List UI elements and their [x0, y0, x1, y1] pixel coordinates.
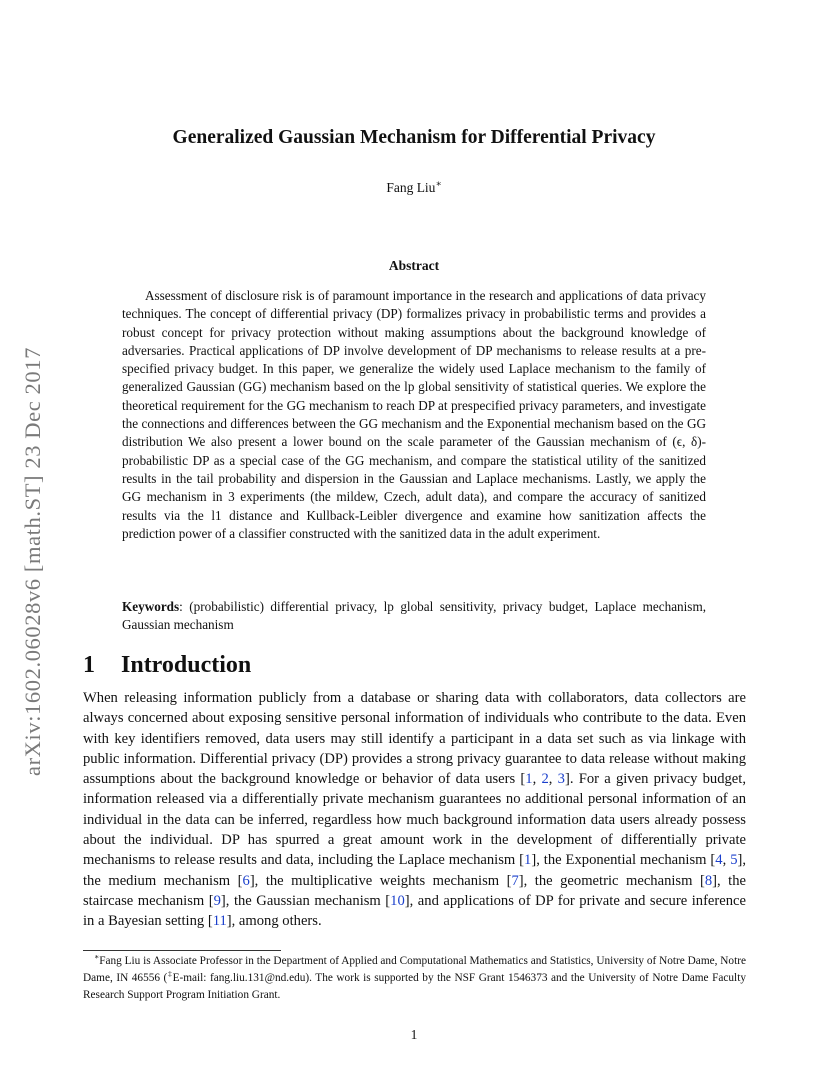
keywords-label: Keywords: [122, 599, 180, 614]
citation-link[interactable]: 3: [557, 771, 565, 788]
paper-title: Generalized Gaussian Mechanism for Differential Privacy: [172, 127, 656, 148]
intro-text: ], the multiplicative weights mechanism [: [249, 872, 512, 889]
intro-text: ], among others.: [226, 913, 322, 930]
citation-link[interactable]: 9: [213, 892, 221, 909]
citation-link[interactable]: 6: [242, 872, 250, 889]
page-number: 1: [410, 1027, 418, 1042]
footnote-text: Fang Liu is Associate Professor in the Department of Applied and Computational Mathematics and Statistics, University of Notre Dame, Notre Dame, IN 46556 (: [83, 955, 746, 984]
introduction-paragraph: [83, 688, 746, 932]
citation-link[interactable]: 2: [541, 771, 549, 788]
intro-text: ]. For a given privacy budget, information released via a differentially private mechanism guarantees no additional personal information of an individual in the data can be inferred, regardless how much background information data users already possess about the individual. DP has spurred a great amount work in the development of differentially private mechanisms to release results and data, including the Laplace mechanism [: [83, 771, 746, 869]
citation-link[interactable]: 10: [390, 892, 405, 909]
citation-link[interactable]: 7: [511, 872, 519, 889]
footnote-mark: ∗: [94, 952, 100, 962]
intro-text: ], the Gaussian mechanism [: [220, 892, 391, 909]
intro-text: ,: [532, 771, 542, 788]
author-line: [0, 180, 828, 196]
footnote-divider: [83, 950, 281, 951]
footnote-dagger: ‡: [167, 969, 173, 979]
intro-text: ], the staircase mechanism [: [83, 872, 746, 909]
citation-link[interactable]: 8: [704, 872, 713, 889]
section-title: Introduction: [121, 652, 252, 678]
citation-link[interactable]: 1: [524, 852, 532, 869]
intro-text: When releasing information publicly from a database or sharing data with collaborators, data collectors are always concerned about exposing sensitive personal information of individuals who contribute to the data. Even with key identifiers removed, data users may still identify a participant in a data set such as via linkage with public information. Differential privacy (DP) provides a strong privacy guarantee to data release without making assumptions about the background knowledge or behavior of data users [: [83, 690, 746, 788]
citation-link[interactable]: 5: [730, 852, 738, 869]
section-heading: [83, 652, 251, 679]
intro-text: ], the Exponential mechanism [: [531, 852, 716, 869]
citation-link[interactable]: 4: [715, 852, 723, 869]
abstract-text: Assessment of disclosure risk is of paramount importance in the research and applications of data privacy techniques. The concept of differential privacy (DP) formalizes privacy in probabilistic terms and provides a robust concept for privacy protection without making assumptions about the background knowledge of adversaries. Practical applications of DP involve development of DP mechanisms to release results at a pre-specified privacy budget. In this paper, we generalize the widely used Laplace mechanism to the family of generalized Gaussian (GG) mechanism based on the lp global sensitivity of statistical queries. We explore the theoretical requirement for the GG mechanism to reach DP at prespecified privacy parameters, and investigate the connections and differences between the GG mechanism and the Exponential mechanism based on the GG distribution We also present a lower bound on the scale parameter of the Gaussian mechanism of (ϵ, δ)-probabilistic DP as a special case of the GG mechanism, and compare the statistical utility of the sanitized results in the tail probability and dispersion in the Gaussian and Laplace mechanisms. Lastly, we apply the GG mechanism in 3 experiments (the mildew, Czech, adult data), and compare the accuracy of sanitized results via the l1 distance and Kullback-Leibler divergence and examine how sanitization affects the prediction power of a classifier constructed with the sanitized data in the adult experiment.: [122, 288, 706, 541]
intro-text: ], and applications of DP for private and secure inference in a Bayesian setting [: [83, 892, 746, 930]
footnote-text: E-mail: fang.liu.131@nd.edu). The work is supported by the NSF Grant 1546373 and the University of Notre Dame Faculty Research Support Program Initiation Grant.: [83, 972, 746, 1001]
intro-text: ,: [548, 771, 558, 788]
intro-text: ], the geometric mechanism [: [518, 872, 705, 889]
abstract-heading: Abstract: [388, 258, 440, 273]
citation-link[interactable]: 11: [212, 913, 227, 930]
author-footnote: [83, 953, 746, 1004]
section-number: 1: [83, 652, 95, 678]
keywords-text: : (probabilistic) differential privacy, lp global sensitivity, privacy budget, Laplace mechanism, Gaussian mechanism: [122, 599, 706, 633]
arxiv-sidebar-stamp: arXiv:1602.06028v6 [math.ST] 23 Dec 2017: [20, 347, 45, 776]
author-name: Fang Liu: [386, 180, 436, 195]
citation-link[interactable]: 1: [525, 771, 533, 788]
intro-text: ], the medium mechanism [: [83, 852, 746, 889]
keywords-line: [122, 598, 706, 635]
author-footnote-mark: ∗: [435, 178, 442, 189]
intro-text: ,: [722, 852, 731, 869]
